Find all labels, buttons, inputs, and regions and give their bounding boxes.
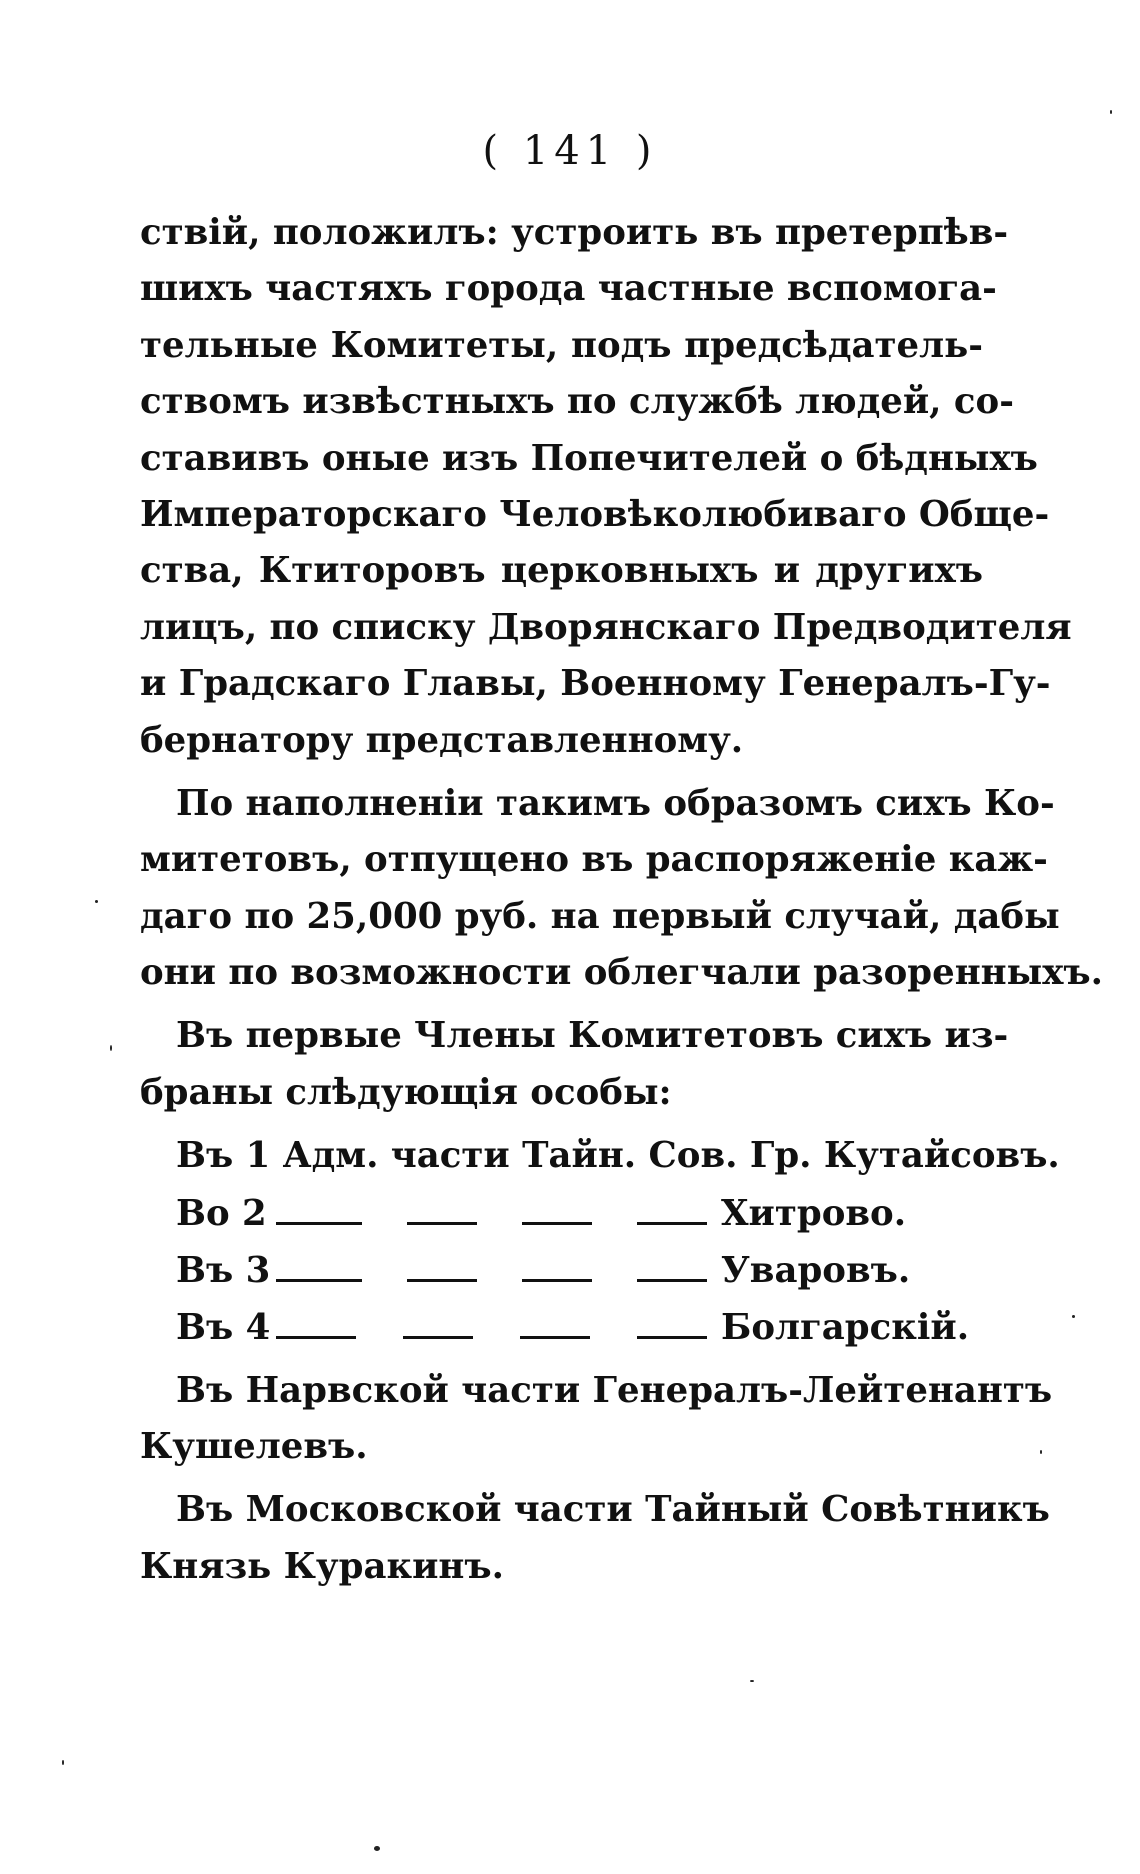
paragraph — [140, 1008, 1009, 1121]
list-item: Въ 1 Адм. части Тайн. Сов. Гр. Кутайсовъ. — [176, 1135, 1060, 1177]
scan-speck — [374, 1846, 380, 1851]
list-item-lead: Въ 4 — [176, 1306, 271, 1348]
scan-speck — [110, 1045, 112, 1051]
scan-speck — [1110, 110, 1112, 114]
text-line: даго по 25,000 руб. на первый случай, дабы — [140, 895, 1060, 937]
paragraph — [140, 205, 1072, 769]
text-line: Кушелевъ. — [140, 1426, 368, 1468]
paragraph — [140, 1482, 1050, 1595]
text-line: ства, Ктиторовъ церковныхъ и другихъ — [140, 550, 983, 592]
list-item-name: Болгарскій. — [721, 1306, 970, 1348]
list-item-lead: Въ 3 — [176, 1249, 271, 1291]
text-line: Императорскаго Человѣколюбиваго Обще- — [140, 493, 1050, 535]
list-item-name: Хитрово. — [721, 1192, 907, 1234]
list-item — [140, 1242, 983, 1299]
text-line: Князь Куракинъ. — [140, 1545, 504, 1587]
text-line: ставивъ оные изъ Попечителей о бѣдныхъ — [140, 437, 1038, 479]
text-line: и Градскаго Главы, Военному Генералъ-Гу- — [140, 663, 1051, 705]
body-text — [140, 205, 1104, 1595]
paragraph — [140, 776, 1104, 1002]
member-list — [140, 1128, 1060, 1355]
scan-speck — [750, 1680, 754, 1682]
scan-speck — [1072, 1315, 1075, 1318]
scan-speck — [62, 1760, 64, 1765]
text-line: тельные Комитеты, подъ предсѣдатель- — [140, 324, 983, 366]
text-line: Въ Московской части Тайный Совѣтникъ — [176, 1489, 1050, 1531]
list-item — [140, 1299, 983, 1356]
paragraph — [140, 1363, 1053, 1476]
text-line: Въ Нарвской части Генералъ-Лейтенантъ — [176, 1369, 1053, 1411]
text-line: шихъ частяхъ города частные вспомога- — [140, 268, 997, 310]
text-line: По наполненіи такимъ образомъ сихъ Ко- — [176, 782, 1055, 824]
text-line: ствомъ извѣстныхъ по службѣ людей, со- — [140, 381, 1014, 423]
ditto-dashes — [276, 1222, 721, 1225]
ditto-dashes — [276, 1336, 721, 1339]
text-line: ствій, положилъ: устроить въ претерпѣв- — [140, 212, 1009, 253]
page-number: ( 141 ) — [482, 128, 658, 174]
text-line: браны слѣдующія особы: — [140, 1071, 672, 1113]
scan-speck — [1040, 1450, 1042, 1454]
text-line: Въ первые Члены Комитетовъ сихъ из- — [176, 1015, 1009, 1057]
text-line: лицъ, по списку Дворянскаго Предводителя — [140, 606, 1072, 648]
text-line: бернатору представленному. — [140, 719, 744, 761]
list-item-name: Уваровъ. — [721, 1249, 911, 1291]
list-item — [140, 1185, 983, 1242]
text-line: митетовъ, отпущено въ распоряженіе каж- — [140, 839, 1048, 881]
list-item-lead: Во 2 — [176, 1192, 267, 1234]
text-line: они по возможности облегчали разоренныхъ. — [140, 952, 1104, 994]
scan-speck — [95, 900, 98, 903]
ditto-dashes — [276, 1279, 721, 1282]
